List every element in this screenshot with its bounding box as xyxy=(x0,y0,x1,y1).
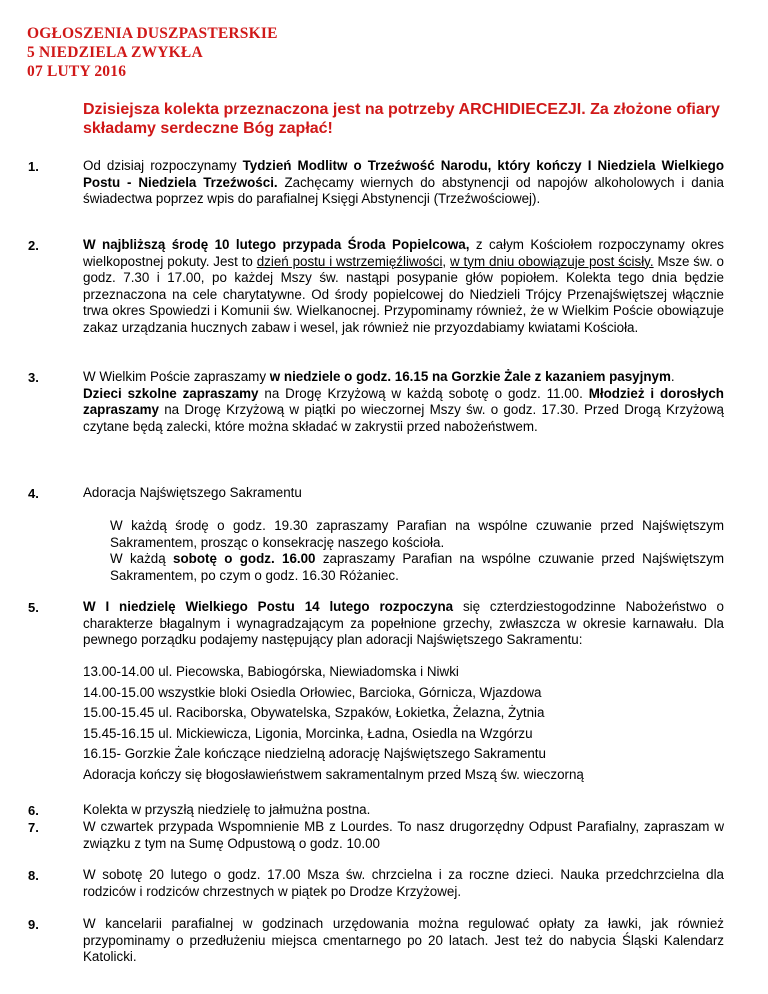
item-number-7: 7. xyxy=(28,820,39,835)
item-number-4: 4. xyxy=(28,486,39,501)
item-number-1: 1. xyxy=(28,159,39,174)
announcement-5: W I niedzielę Wielkiego Postu 14 lutego rozpoczyna się czterdziestogodzinne Nabożeństwo o charakterze błagalnym i wynagradzającym za popełnione grzechy, zwłaszcza w okresie karnawału. Dla pewnego porządku podajemy następujący plan adoracji Najświętszego Sakramentu: xyxy=(83,599,724,648)
schedule-line: 15.00-15.45 ul. Raciborska, Obywatelska, Szpaków, Łokietka, Żelazna, Żytnia xyxy=(83,705,545,721)
item-number-5: 5. xyxy=(28,600,39,615)
announcement-1: Od dzisiaj rozpoczynamy Tydzień Modlitw o Trzeźwość Narodu, który kończy I Niedziela Wielkiego Postu - Niedziela Trzeźwości. Zachęcamy wiernych do abstynencji od napojów alkoholowych i dania świadectwa poprzez wpis do parafialnej Księgi Abstynencji (Trzeźwościowej). xyxy=(83,158,724,207)
collection-notice: Dzisiejsza kolekta przeznaczona jest na potrzeby ARCHIDIECEZJI. Za złożone ofiary składamy serdeczne Bóg zapłać! xyxy=(83,101,720,137)
schedule-line: 16.15- Gorzkie Żale kończące niedzielną adorację Najświętszego Sakramentu xyxy=(83,746,546,762)
announcement-9: W kancelarii parafialnej w godzinach urzędowania można regulować opłaty za ławki, jak również przypominamy o przedłużeniu miejsca cmentarnego po 20 latach. Jest też do nabycia Śląski Kalendarz Katolicki. xyxy=(83,916,724,965)
adoration-saturday: W każdą sobotę o godz. 16.00 zapraszamy Parafian na wspólne czuwanie przed Najświętszym Sakramentem, po czym o godz. 16.30 Różaniec. xyxy=(110,551,724,583)
schedule-line: 15.45-16.15 ul. Mickiewicza, Ligonia, Morcinka, Ładna, Osiedla na Wzgórzu xyxy=(83,725,533,741)
adoration-wednesday: W każdą środę o godz. 19.30 zapraszamy Parafian na wspólne czuwanie przed Najświętszym Sakramentem, prosząc o konsekrację naszego kościoła. xyxy=(110,518,724,550)
header-title: OGŁOSZENIA DUSZPASTERSKIE xyxy=(27,25,278,42)
item-number-9: 9. xyxy=(28,917,39,932)
announcement-4: Adoracja Najświętszego Sakramentu xyxy=(83,485,302,500)
schedule-line: Adoracja kończy się błogosławieństwem sakramentalnym przed Mszą św. wieczorną xyxy=(83,766,584,782)
announcement-8: W sobotę 20 lutego o godz. 17.00 Msza św. chrzcielna i za roczne dzieci. Nauka przedchrzcielna dla rodziców i rodziców chrzestnych w piątek po Drodze Krzyżowej. xyxy=(83,867,724,899)
announcement-3: W Wielkim Poście zapraszamy w niedziele o godz. 16.15 na Gorzkie Żale z kazaniem pasyjnym. Dzieci szkolne zapraszamy na Drogę Krzyżową w każdą sobotę o godz. 11.00. Młodzież i dorosłych zapraszamy na Drogę Krzyżową w piątki po wieczornej Mszy św. o godz. 17.30. Przed Drogą Krzyżową czytane będą zalecki, które można składać w zakrystii przed nabożeństwem. xyxy=(83,369,724,434)
announcement-2: W najbliższą środę 10 lutego przypada Środa Popielcowa, z całym Kościołem rozpoczynamy okres wielkopostnej pokuty. Jest to dzień postu i wstrzemięźliwości, w tym dniu obowiązuje post ścisły. Msze św. o godz. 7.30 i 17.00, po każdej Mszy św. nastąpi posypanie głów popiołem. Kolekta tego dnia będzie przeznaczona na cele charytatywne. Od środy popielcowej do Niedzieli Trójcy Przenajświętszej włącznie trwa okres Spowiedzi i Komunii św. Wielkanocnej. Przypominamy również, że w Wielkim Poście obowiązuje zakaz urządzania hucznych zabaw i wesel, jak również nie przyozdabiamy kwiatami Kościoła. xyxy=(83,237,724,335)
adoration-schedule xyxy=(83,662,724,786)
announcement-6: Kolekta w przyszłą niedzielę to jałmużna postna. xyxy=(83,802,371,817)
schedule-line: 14.00-15.00 wszystkie bloki Osiedla Orłowiec, Barcioka, Górnicza, Wjazdowa xyxy=(83,684,542,700)
item-number-2: 2. xyxy=(28,238,39,253)
header-sunday: 5 NIEDZIELA ZWYKŁA xyxy=(27,44,203,61)
announcement-7: W czwartek przypada Wspomnienie MB z Lourdes. To nasz drugorzędny Odpust Parafialny, zapraszam w związku z tym na Sumę Odpustową o godz. 10.00 xyxy=(83,819,724,851)
item-number-6: 6. xyxy=(28,803,39,818)
item-number-8: 8. xyxy=(28,868,39,883)
header-date: 07 LUTY 2016 xyxy=(27,63,127,80)
item-number-3: 3. xyxy=(28,370,39,385)
schedule-line: 13.00-14.00 ul. Piecowska, Babiogórska, Niewiadomska i Niwki xyxy=(83,664,459,679)
